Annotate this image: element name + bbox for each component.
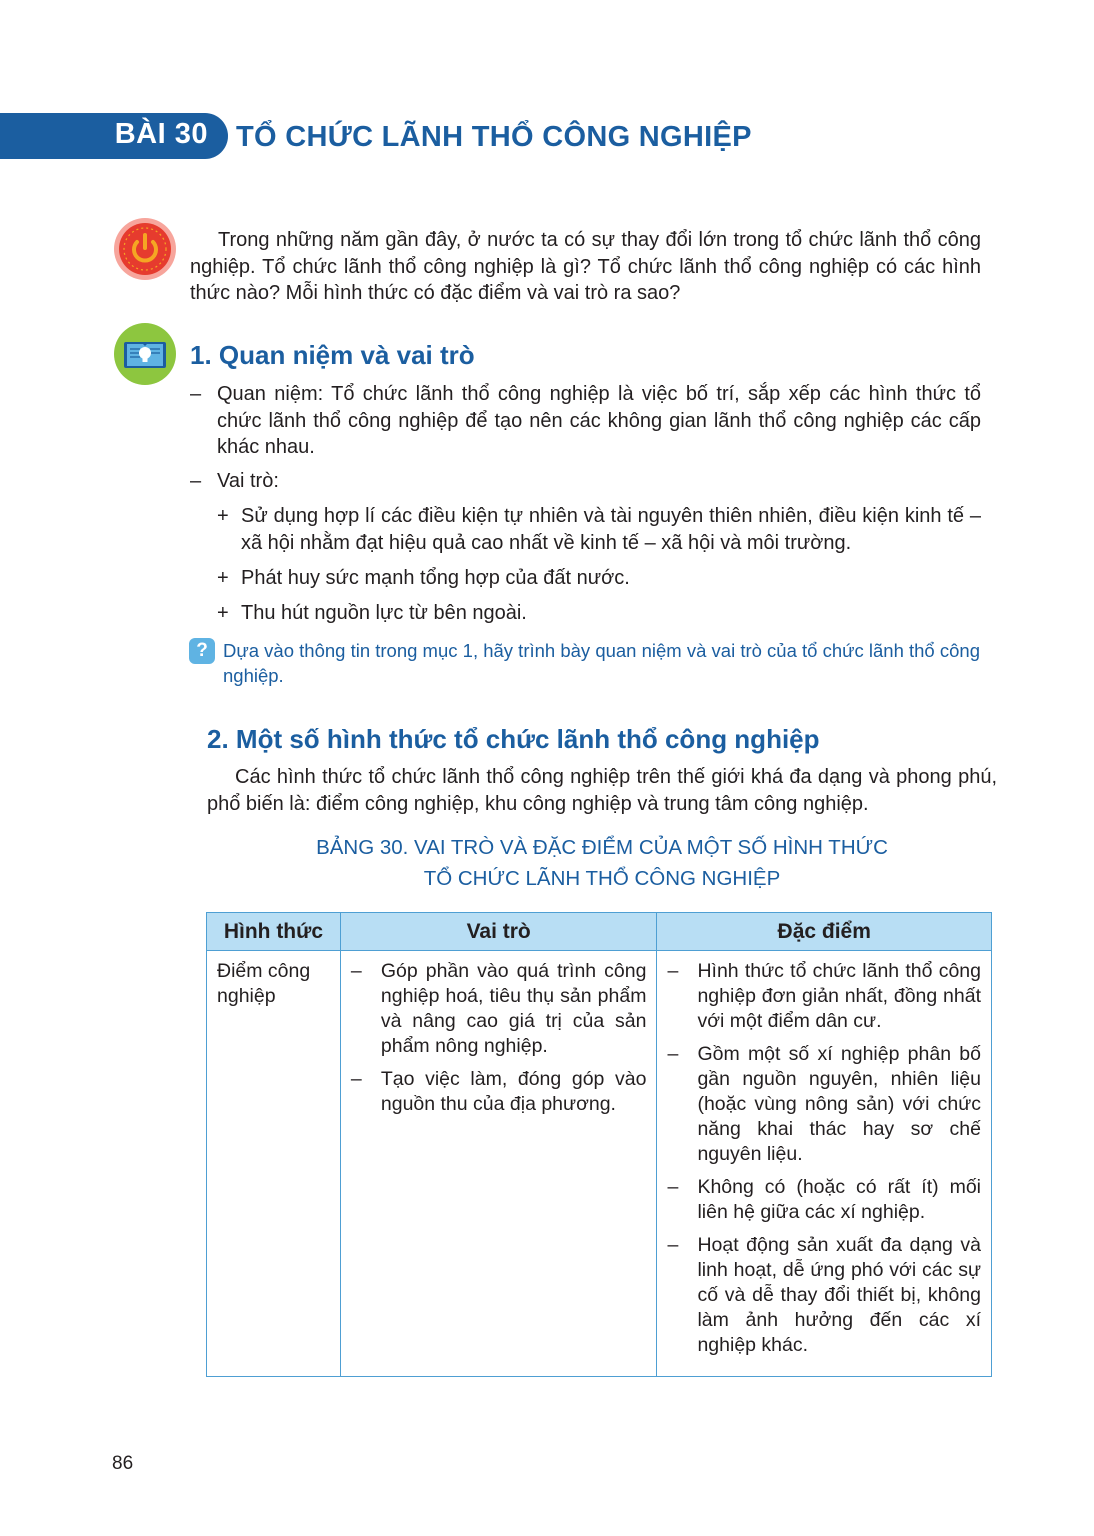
role-item [217, 600, 981, 627]
cell-features [657, 951, 992, 1377]
feature-bullet: – Hoạt động sản xuất đa dạng và linh hoạt, dễ ứng phó với các sự cố và dễ thay đổi thiết bị, không làm ảnh hưởng đến các xí nghiệp khác. [667, 1234, 981, 1356]
intro-text: Trong những năm gần đây, ở nước ta có sự thay đổi lớn trong tổ chức lãnh thổ công nghiệp. Tổ chức lãnh thổ công nghiệp là gì? Tổ chức lãnh thổ công nghiệp có các hình thức nào? Mỗi hình thức có đặc điểm và vai trò ra sao? [190, 229, 981, 304]
section-2-intro [207, 764, 997, 817]
table-header-row [207, 913, 992, 951]
concept-item [190, 381, 981, 461]
feature-bullet: – Gồm một số xí nghiệp phân bố gần nguồn nguyên, nhiên liệu (hoặc vùng nông sản) với chức năng khai thác hay sơ chế nguyên liệu. [667, 1043, 981, 1165]
table-caption-line-2: TỔ CHỨC LÃNH THỔ CÔNG NGHIỆP [423, 867, 781, 890]
feature-bullet: – Hình thức tổ chức lãnh thổ công nghiệp đơn giản nhất, đồng nhất với một điểm dân cư. [667, 960, 981, 1032]
lesson-title: TỔ CHỨC LÃNH THỔ CÔNG NGHIỆP [236, 121, 752, 153]
open-book-lightbulb-icon [113, 322, 177, 386]
plus-marker: + [217, 602, 229, 624]
forms-table [206, 912, 992, 1377]
page-number: 86 [112, 1453, 134, 1474]
role-bullet: – Góp phần vào quá trình công nghiệp hoá, tiêu thụ sản phẩm và nâng cao giá trị của sản phẩm nông nghiệp. [350, 960, 647, 1057]
header-features: Đặc điểm [657, 913, 992, 951]
section-2-intro-text: Các hình thức tổ chức lãnh thổ công nghiệp trên thế giới khá đa dạng và phong phú, phổ biến là: điểm công nghiệp, khu công nghiệp và trung tâm công nghiệp. [207, 766, 997, 815]
header-role: Vai trò [340, 913, 657, 951]
dash-marker: – [190, 383, 202, 405]
concept-text: Quan niệm: Tổ chức lãnh thổ công nghiệp là việc bố trí, sắp xếp các hình thức tổ chức lãnh thổ công nghiệp để tạo nên các không gian lãnh thổ công nghiệp các cấp khác nhau. [217, 383, 981, 458]
intro-paragraph [190, 227, 981, 307]
role-item [217, 565, 981, 592]
table-caption [207, 832, 997, 894]
question-mark-icon: ? [189, 638, 215, 664]
role-text: Phát huy sức mạnh tổng hợp của đất nước. [241, 567, 630, 589]
cell-form: Điểm công nghiệp [207, 951, 341, 1377]
role-item [217, 503, 981, 556]
role-label-item [190, 468, 981, 495]
feature-bullet: – Không có (hoặc có rất ít) mối liên hệ giữa các xí nghiệp. [667, 1176, 981, 1223]
lesson-label: BÀI 30 [114, 118, 208, 150]
cell-roles [340, 951, 657, 1377]
dash-marker: – [190, 470, 202, 492]
plus-marker: + [217, 505, 229, 527]
role-text: Sử dụng hợp lí các điều kiện tự nhiên và tài nguyên thiên nhiên, điều kiện kinh tế – xã hội nhằm đạt hiệu quả cao nhất về kinh tế – xã hội và môi trường. [241, 505, 981, 554]
power-button-icon [113, 217, 177, 281]
role-bullet: – Tạo việc làm, đóng góp vào nguồn thu của địa phương. [350, 1068, 647, 1115]
role-label: Vai trò: [217, 470, 279, 492]
plus-marker: + [217, 567, 229, 589]
section-1-heading: 1. Quan niệm và vai trò [190, 340, 475, 370]
section-2-heading: 2. Một số hình thức tổ chức lãnh thổ công nghiệp [207, 724, 820, 754]
table-caption-line-1: BẢNG 30. VAI TRÒ VÀ ĐẶC ĐIỂM CỦA MỘT SỐ HÌNH THỨC [316, 836, 888, 859]
role-text: Thu hút nguồn lực từ bên ngoài. [241, 602, 527, 624]
lesson-badge [0, 113, 228, 159]
question-text: Dựa vào thông tin trong mục 1, hãy trình bày quan niệm và vai trò của tổ chức lãnh thổ công nghiệp. [223, 640, 980, 686]
header-form: Hình thức [207, 913, 341, 951]
table-row [207, 951, 992, 1377]
